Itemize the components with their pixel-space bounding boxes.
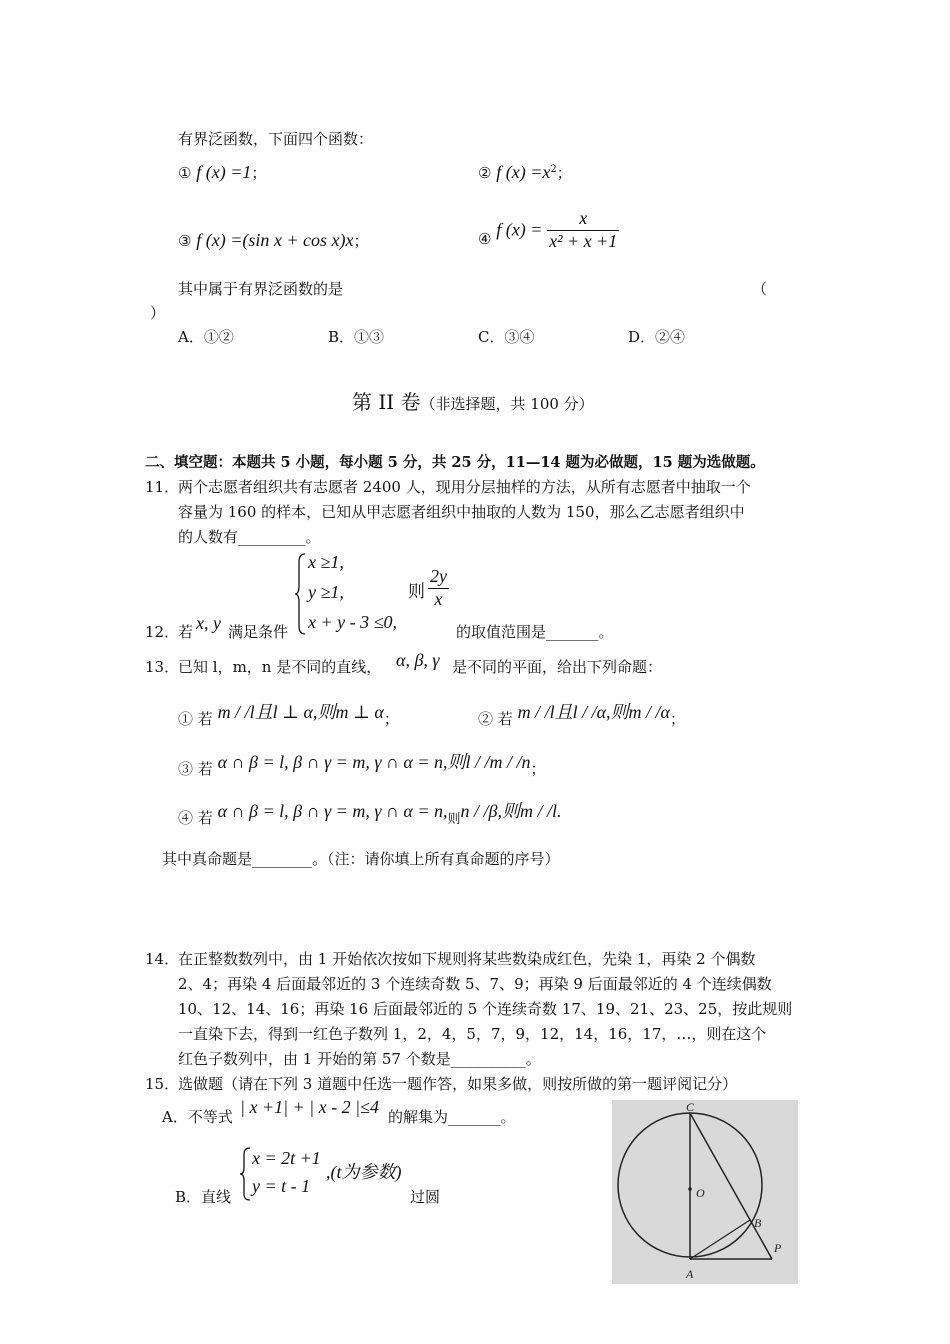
q12-condition-label: 满足条件: [228, 623, 289, 641]
q15-intro: 选做题（请在下列 3 道题中任选一题作答，如果多做，则按所做的第一题评阅记分）: [178, 1075, 738, 1093]
q11-number: 11．: [145, 478, 180, 496]
q10-option-1: [178, 162, 266, 184]
q14-line-1: 在正整数数列中，由 1 开始依次按如下规则将某些数染成红色，先染 1，再染 2 个偶数: [178, 950, 756, 968]
fig-label-a: A: [686, 1267, 694, 1281]
q10-option-4: [478, 208, 619, 252]
q10-question: 其中属于有界泛函数的是: [178, 280, 344, 298]
q12-fraction: [428, 566, 449, 610]
q15-number: 15．: [145, 1075, 180, 1093]
q12-brace-icon: [293, 552, 307, 636]
q13-p4-formula-a: α ∩ β = l, β ∩ γ = m, γ ∩ α = n,: [217, 801, 448, 821]
q13-answer: 其中真命题是________。（注：请你填上所有真命题的序号）: [162, 850, 560, 868]
q12-number: 12．: [145, 623, 180, 641]
q14-line-3: 10、12、14、16；再染 16 后面最邻近的 5 个连续奇数 17、19、21、23、25，按此规则: [178, 1000, 793, 1018]
q15-b-eq-2: y = t - 1: [252, 1176, 311, 1196]
q10-opt1-formula: f (x) =1: [196, 162, 252, 182]
q13-p4-formula-b: n / /β,则m / /l.: [460, 801, 562, 821]
q13-number: 13．: [145, 658, 180, 676]
q10-opt4-numerator: x: [547, 208, 619, 231]
q13-p4-mark: ④ 若: [178, 809, 213, 827]
q10-choice-b: B．①③: [328, 328, 385, 346]
q13-greek: α, β, γ: [396, 650, 440, 670]
q14-line-4: 一直染下去，得到一红色子数列 1，2，4，5，7，9，12，14，16，17，…，则在这个: [178, 1025, 767, 1043]
circle-diagram-icon: [612, 1100, 798, 1284]
q12-frac-denominator: x: [434, 588, 443, 609]
q13-p3-end: ；: [530, 760, 546, 778]
q10-opt1-mark: ①: [178, 164, 192, 182]
q10-choice-c: C．③④: [478, 328, 535, 346]
q10-opt4-denominator: x² + x +1: [549, 230, 618, 251]
q12-post: 的取值范围是_______。: [456, 623, 614, 641]
q10-option-2: [478, 162, 572, 184]
q10-opt2-sup: 2: [550, 164, 557, 175]
fig-label-b: B: [754, 1216, 762, 1230]
q14-line-5: 红色子数列中，由 1 开始的第 57 个数是__________。: [178, 1050, 541, 1068]
q14-number: 14．: [145, 950, 180, 968]
q12-constraint-2: y ≥1,: [308, 582, 344, 602]
part2-subtitle: （非选择题，共 100 分）: [420, 395, 594, 413]
q13-prop-2: [478, 702, 685, 730]
q13-intro-a: 已知 l，m，n 是不同的直线，: [178, 658, 382, 676]
q15-a-post: 的解集为_______。: [388, 1108, 516, 1126]
q12-constraint-1: x ≥1,: [308, 552, 344, 572]
q12-then: 则: [408, 582, 425, 602]
q10-opt3-mark: ③: [178, 232, 192, 250]
q13-p1-formula: m / /l且l ⊥ α,则m ⊥ α: [217, 702, 384, 722]
q13-p2-end: ；: [669, 710, 685, 728]
q10-opt3-end: ；: [353, 232, 369, 250]
q11-line-3: 的人数有_________。: [178, 528, 321, 546]
q13-p2-formula: m / /l且l / /α,则m / /α: [517, 702, 670, 722]
q10-intro: 有界泛函数，下面四个函数：: [178, 130, 374, 148]
q13-prop-1: [178, 702, 399, 730]
q15-b-post: 过圆: [410, 1188, 441, 1206]
q12-vars: x, y: [196, 613, 221, 633]
circle-figure: [612, 1100, 798, 1284]
q10-opt2-mark: ②: [478, 164, 492, 182]
q10-choice-a: A．①②: [178, 328, 234, 346]
q12-pre: 若: [178, 623, 194, 641]
q13-p1-mark: ① 若: [178, 710, 213, 728]
q13-intro-b: 是不同的平面，给出下列命题：: [452, 658, 663, 676]
q13-p1-end: ；: [383, 710, 399, 728]
fig-label-c: C: [686, 1100, 695, 1114]
q12-constraint-3: x + y - 3 ≤0,: [308, 612, 397, 632]
q11-line-2: 容量为 160 的样本，已知从甲志愿者组织中抽取的人数为 150，那么乙志愿者组织中: [178, 503, 745, 521]
q14-line-2: 2、4；再染 4 后面最邻近的 3 个连续奇数 5、7、9；再染 9 后面最邻近的 4 个连续偶数: [178, 975, 772, 993]
q10-opt3-formula: f (x) =(sin x + cos x)x: [196, 230, 354, 250]
q10-paren-open: （: [752, 280, 768, 298]
q15-a-formula: | x +1| + | x - 2 |≤4: [240, 1097, 379, 1117]
q10-paren-close: ）: [150, 304, 166, 322]
fig-label-o: O: [696, 1186, 705, 1200]
part2-title-block: [352, 390, 594, 414]
q10-opt2-formula: f (x) =x: [496, 162, 551, 182]
q10-opt4-mark: ④: [478, 230, 492, 249]
q10-choice-d: D．②④: [628, 328, 686, 346]
q12-frac-numerator: 2y: [428, 566, 449, 589]
q10-opt2-end: ；: [556, 164, 572, 182]
q13-p2-mark: ② 若: [478, 710, 513, 728]
q11-line-1: 两个志愿者组织共有志愿者 2400 人，现用分层抽样的方法，从所有志愿者中抽取一个: [178, 478, 751, 496]
fig-label-p: P: [774, 1241, 782, 1255]
q15-a-label: A．不等式: [162, 1108, 233, 1126]
q15-b-eq-1: x = 2t +1: [252, 1148, 321, 1168]
q15-b-label: B．直线: [175, 1188, 232, 1206]
q13-prop-4: [178, 801, 562, 829]
q15-b-brace-icon: [238, 1146, 252, 1202]
q13-prop-3: [178, 752, 546, 780]
q13-p4-small: 则: [447, 812, 461, 827]
q10-opt4-lhs: f (x) =: [496, 219, 543, 240]
q10-opt1-end: ；: [251, 164, 267, 182]
q13-p3-formula: α ∩ β = l, β ∩ γ = m, γ ∩ α = n,则l / /m / /n: [217, 752, 531, 772]
q13-p3-mark: ③ 若: [178, 760, 213, 778]
q10-opt4-fraction: [547, 208, 619, 252]
q10-option-3: [178, 230, 368, 252]
section2-heading: 二、填空题：本题共 5 小题，每小题 5 分，共 25 分，11—14 题为必做题，15 题为选做题。: [145, 454, 765, 471]
q15-b-param: ,(t为参数): [326, 1162, 402, 1182]
part2-title: 第 II 卷: [352, 390, 421, 414]
